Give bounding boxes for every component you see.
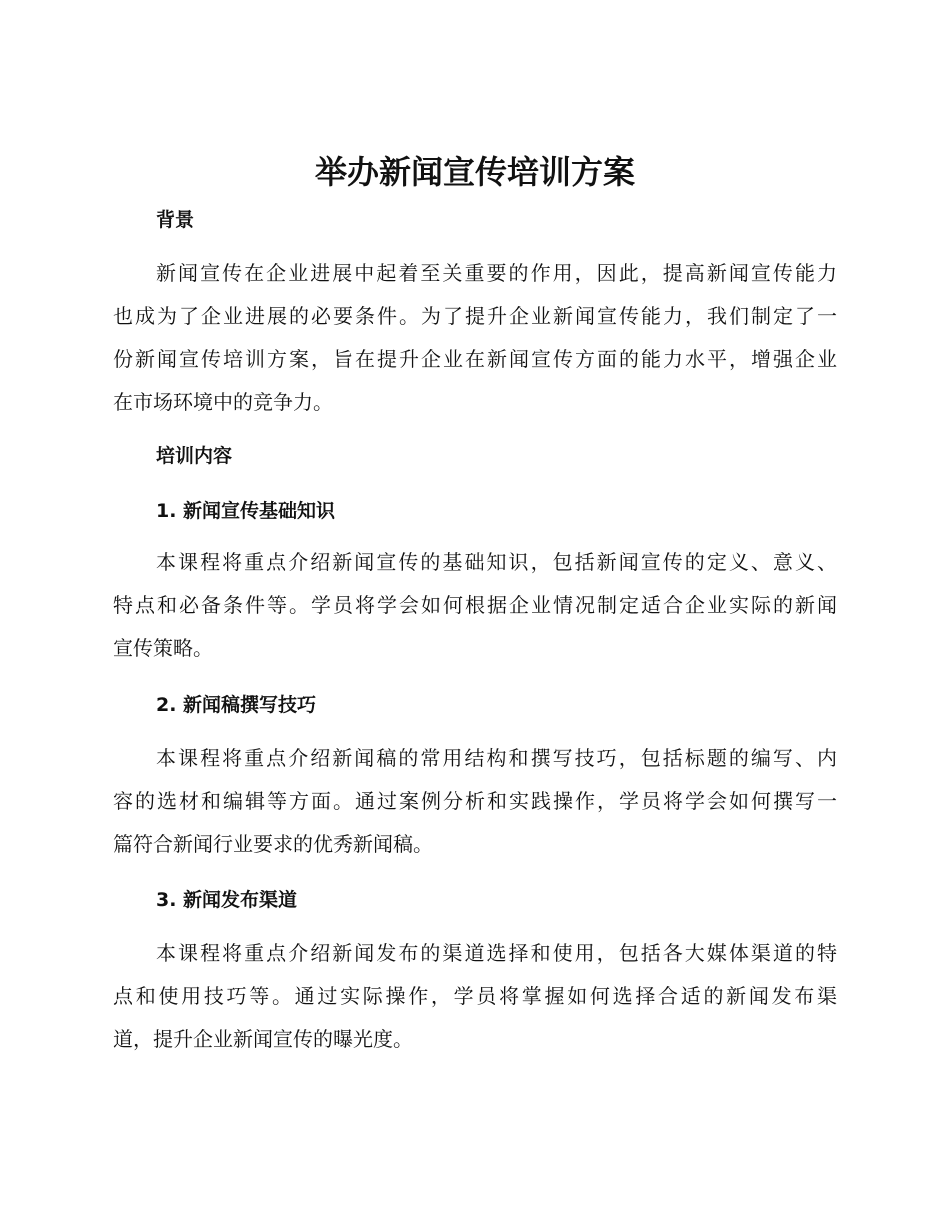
paragraph-item-2 bbox=[113, 737, 837, 866]
paragraph-background bbox=[113, 252, 837, 424]
heading-item-3: 3. 新闻发布渠道 bbox=[156, 889, 298, 911]
document-title: 举办新闻宣传培训方案 bbox=[314, 153, 635, 191]
paragraph-line: 道，提升企业新闻宣传的曝光度。 bbox=[113, 1027, 413, 1051]
heading-item-2: 2. 新闻稿撰写技巧 bbox=[156, 694, 317, 716]
paragraph-line: 本课程将重点介绍新闻发布的渠道选择和使用，包括各大媒体渠道的特 bbox=[156, 941, 837, 965]
paragraph-line: 特点和必备条件等。学员将学会如何根据企业情况制定适合企业实际的新闻 bbox=[113, 593, 837, 617]
paragraph-line: 容的选材和编辑等方面。通过案例分析和实践操作，学员将学会如何撰写一 bbox=[113, 789, 837, 813]
paragraph-line: 份新闻宣传培训方案，旨在提升企业在新闻宣传方面的能力水平，增强企业 bbox=[113, 347, 837, 371]
paragraph-line: 在市场环境中的竞争力。 bbox=[113, 390, 333, 414]
paragraph-line: 也成为了企业进展的必要条件。为了提升企业新闻宣传能力，我们制定了一 bbox=[113, 304, 837, 328]
heading-background: 背景 bbox=[156, 209, 195, 231]
paragraph-line: 本课程将重点介绍新闻宣传的基础知识，包括新闻宣传的定义、意义、 bbox=[156, 550, 837, 574]
paragraph-line: 篇符合新闻行业要求的优秀新闻稿。 bbox=[113, 832, 433, 856]
paragraph-line: 新闻宣传在企业进展中起着至关重要的作用，因此，提高新闻宣传能力 bbox=[156, 261, 837, 285]
paragraph-line: 本课程将重点介绍新闻稿的常用结构和撰写技巧，包括标题的编写、内 bbox=[156, 746, 837, 770]
paragraph-line: 点和使用技巧等。通过实际操作，学员将掌握如何选择合适的新闻发布渠 bbox=[113, 984, 837, 1008]
paragraph-item-3 bbox=[113, 932, 837, 1061]
paragraph-item-1 bbox=[113, 541, 837, 670]
paragraph-line: 宣传策略。 bbox=[113, 636, 213, 660]
heading-item-1: 1. 新闻宣传基础知识 bbox=[156, 500, 336, 522]
heading-training-content: 培训内容 bbox=[156, 445, 233, 467]
